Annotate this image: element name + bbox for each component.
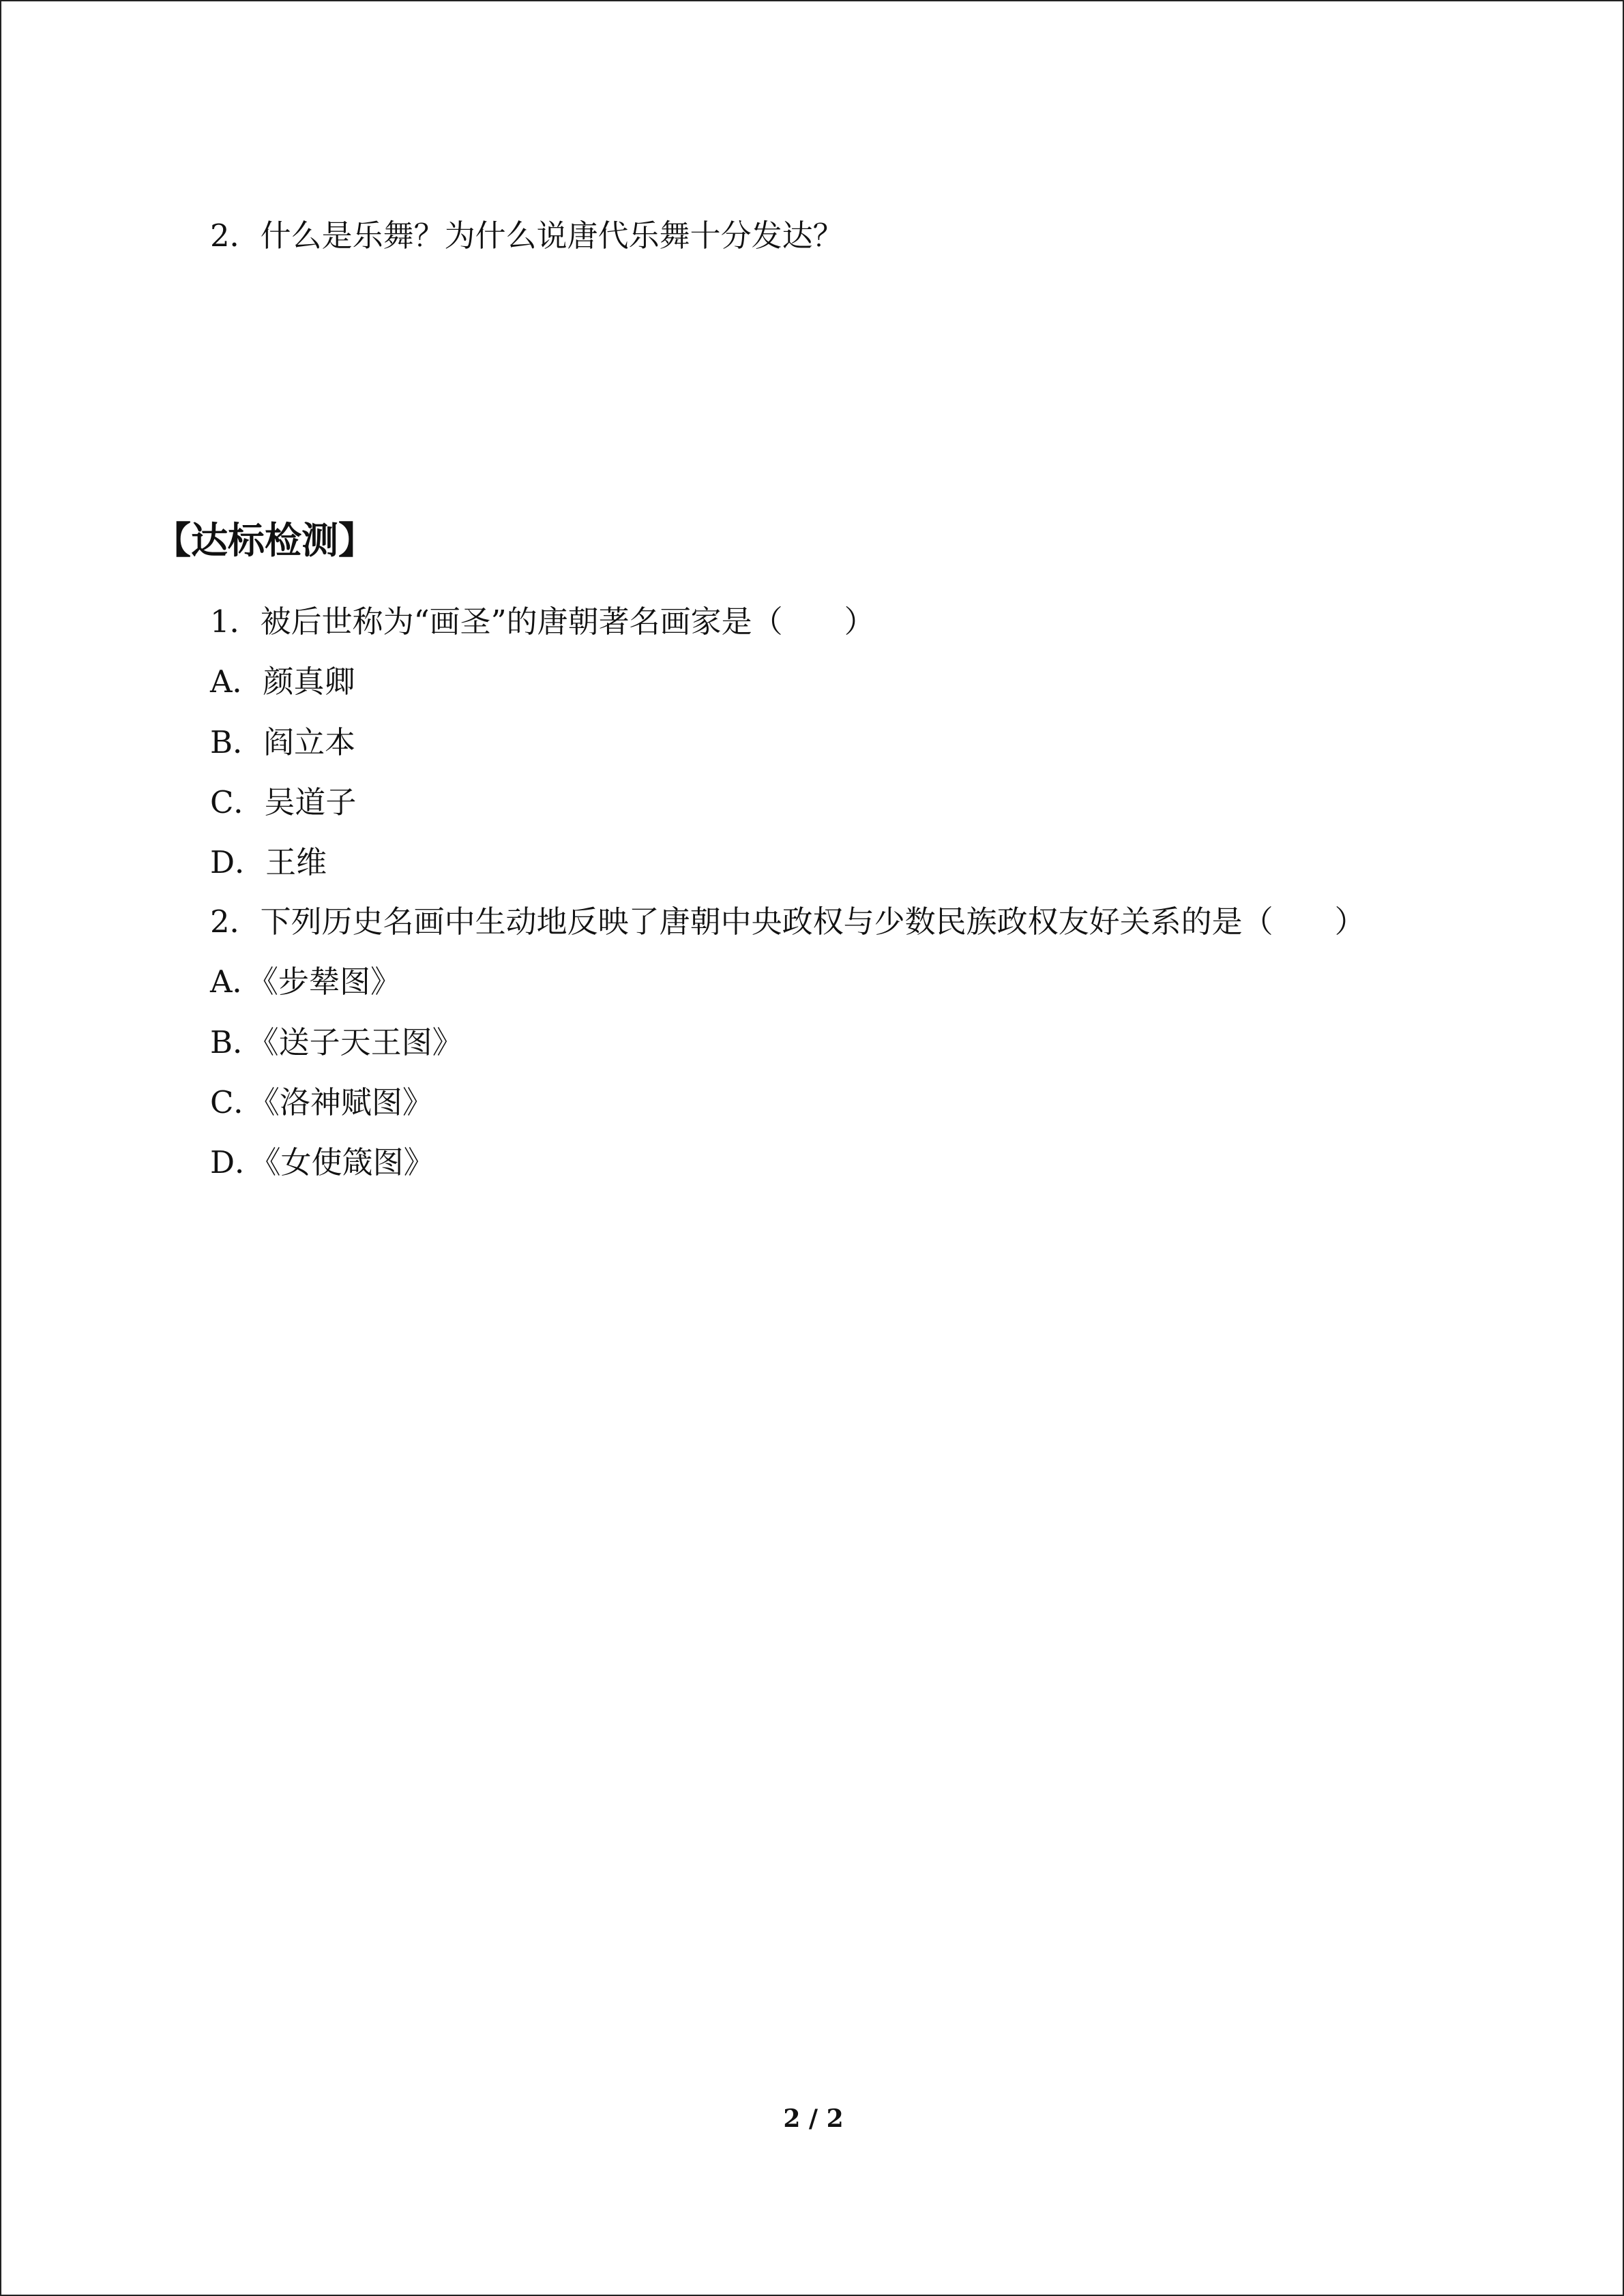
answer-option: D．《女使箴图》 <box>210 1144 434 1180</box>
answer-option: C．吴道子 <box>210 784 357 820</box>
question-stem: 2．下列历史名画中生动地反映了唐朝中央政权与少数民族政权友好关系的是（ ） <box>210 904 1365 940</box>
answer-option: D．王维 <box>210 844 327 880</box>
page-number: 2 / 2 <box>783 2104 844 2133</box>
answer-option: A．颜真卿 <box>210 664 355 700</box>
question-stem: 1．被后世称为“画圣”的唐朝著名画家是（ ） <box>210 603 875 640</box>
answer-option: B．阎立本 <box>210 724 356 760</box>
section-title: 【达标检测】 <box>154 518 375 562</box>
answer-option: C．《洛神赋图》 <box>210 1084 433 1120</box>
answer-option: A．《步辇图》 <box>210 964 401 1000</box>
answer-option: B．《送子天王图》 <box>210 1024 463 1060</box>
question-text: 2．什么是乐舞？为什么说唐代乐舞十分发达？ <box>210 218 844 254</box>
